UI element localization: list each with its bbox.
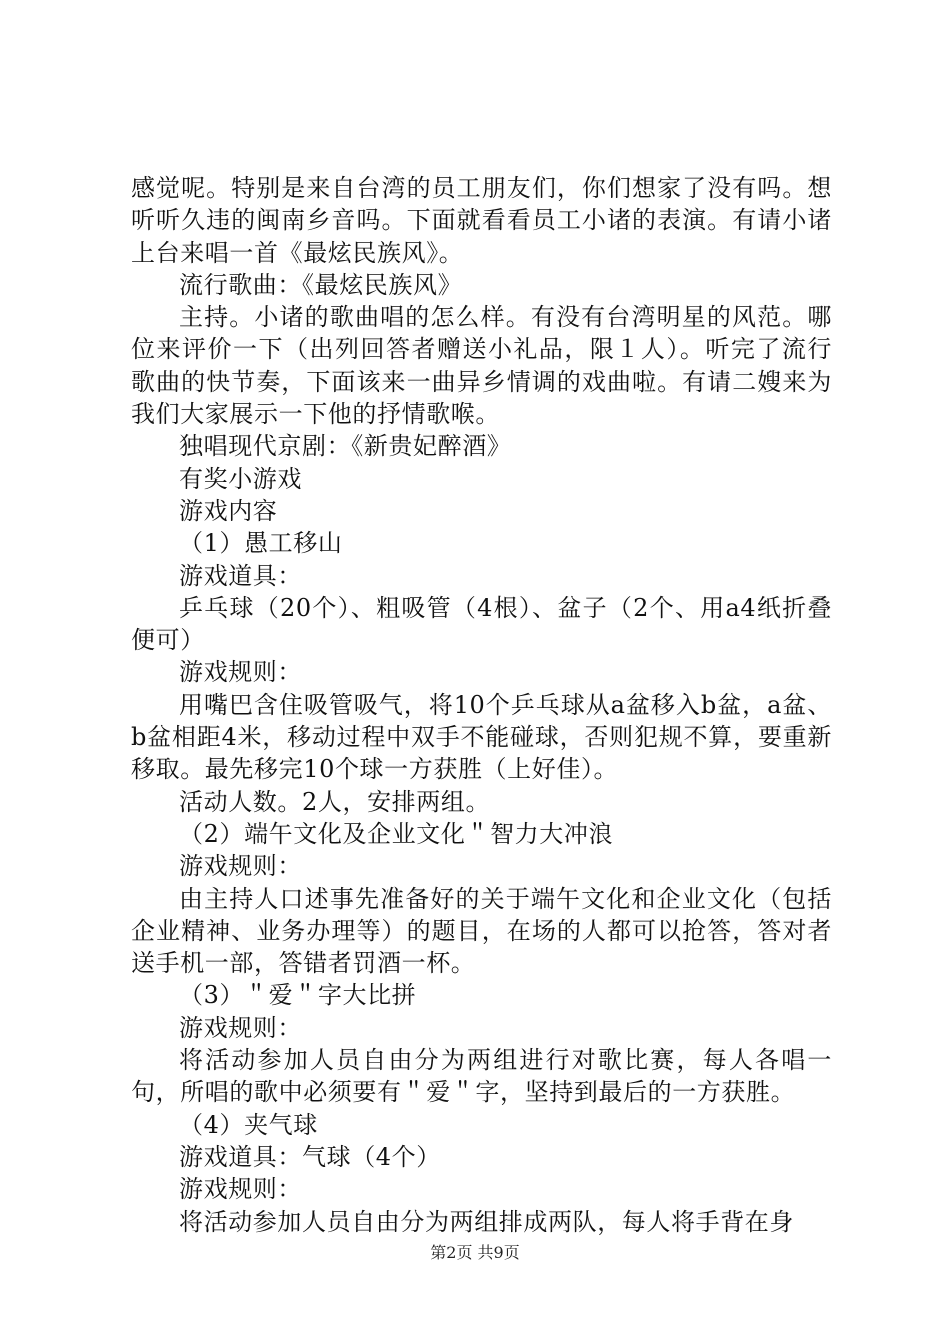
paragraph: 游戏规则： [179, 1013, 302, 1042]
paragraph: 游戏规则： [179, 852, 302, 881]
paragraph: 将活动参加人员自由分为两组进行对歌比赛，每人各唱一句，所唱的歌中必须要有＂爱＂字，坚持到最后的一方获胜。 [131, 1046, 832, 1107]
page-footer [0, 1243, 950, 1263]
paragraph: 游戏规则： [179, 1175, 302, 1204]
paragraph: 流行歌曲：《最炫民族风》 [179, 270, 463, 299]
paragraph: 由主持人口述事先准备好的关于端午文化和企业文化（包括企业精神、业务办理等）的题目，在场的人都可以抢答，答对者送手机一部，答错者罚酒一杯。 [131, 884, 832, 978]
page-number: 第2页 共9页 [430, 1243, 520, 1262]
paragraph: 游戏道具： [179, 561, 302, 590]
paragraph: 感觉呢。特别是来自台湾的员工朋友们，你们想家了没有吗。想听听久违的闽南乡音吗。下面就看看员工小诸的表演。有请小诸上台来唱一首《最炫民族风》。 [131, 174, 832, 267]
paragraph: 将活动参加人员自由分为两组排成两队，每人将手背在身 [179, 1207, 794, 1236]
paragraph: 游戏道具：气球（4个） [179, 1142, 441, 1171]
paragraph: 独唱现代京剧：《新贵妃醉酒》 [179, 432, 512, 461]
paragraph: 游戏规则： [179, 658, 302, 687]
paragraph: 用嘴巴含住吸管吸气，将10个乒乓球从a盆移入b盆，a盆、b盆相距4米，移动过程中双手不能碰球，否则犯规不算，要重新移取。最先移完10个球一方获胜（上好佳）。 [131, 690, 832, 784]
paragraph: （2）端午文化及企业文化＂智力大冲浪 [179, 819, 614, 848]
paragraph: （3）＂爱＂字大比拼 [179, 981, 417, 1010]
paragraph: 活动人数。2人，安排两组。 [179, 787, 491, 816]
paragraph: （1）愚工移山 [179, 529, 343, 558]
paragraph: 乒乓球（20个）、粗吸管（4根）、盆子（2个、用a4纸折叠便可） [131, 593, 832, 655]
document-body [131, 172, 832, 1238]
paragraph: 有奖小游戏 [179, 464, 302, 493]
paragraph: 游戏内容 [179, 496, 278, 525]
paragraph: （4）夹气球 [179, 1110, 318, 1139]
paragraph: 主持。小诸的歌曲唱的怎么样。有没有台湾明星的风范。哪位来评价一下（出列回答者赠送小礼品，限１人）。听完了流行歌曲的快节奏，下面该来一曲异乡情调的戏曲啦。有请二嫂来为我们大家展示一下他的抒情歌喉。 [131, 303, 832, 429]
